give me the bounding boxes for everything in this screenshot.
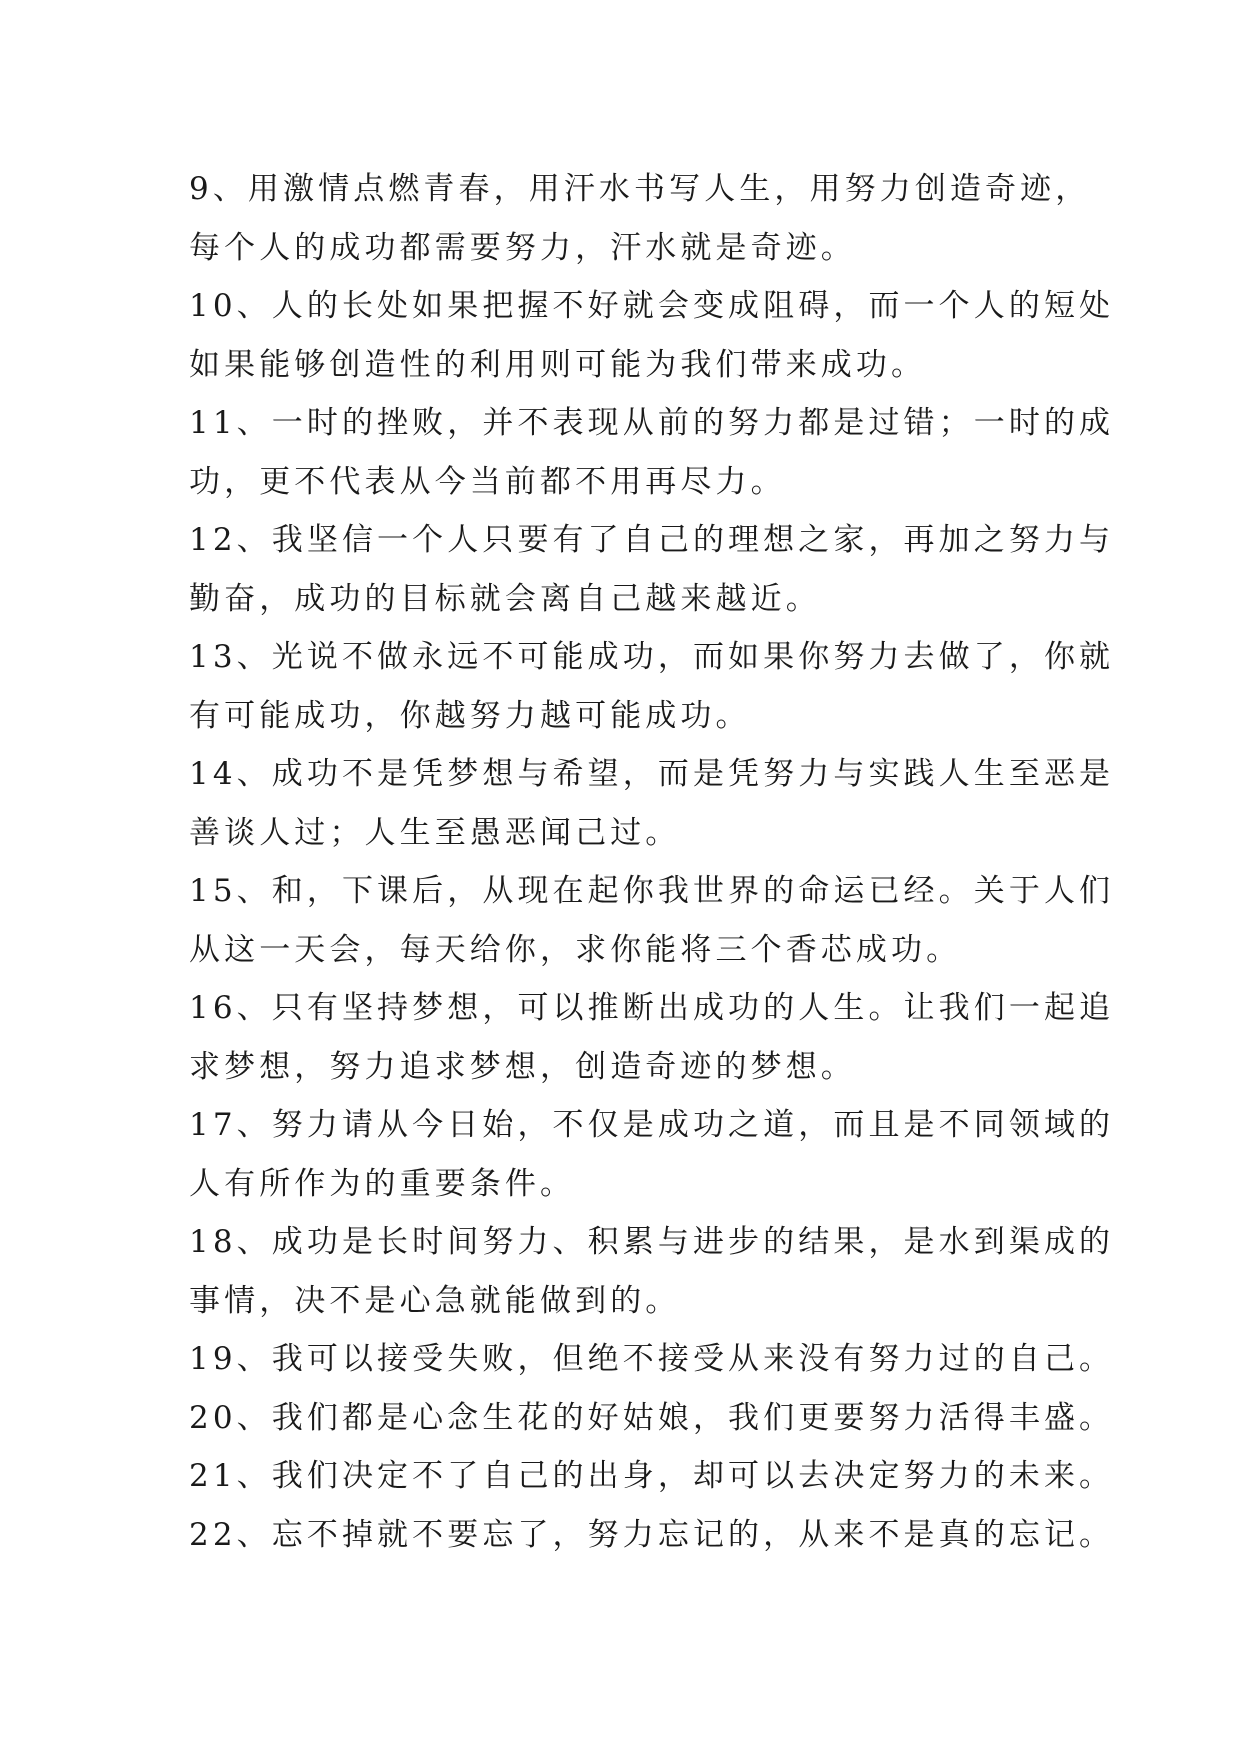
text-line: 14、成功不是凭梦想与希望，而是凭努力与实践人生至恶是 — [189, 756, 1115, 792]
text-line: 22、忘不掉就不要忘了，努力忘记的，从来不是真的忘记。 — [189, 1516, 1115, 1553]
text-line: 16、只有坚持梦想，可以推断出成功的人生。让我们一起追 — [189, 990, 1115, 1026]
text-line: 17、努力请从今日始，不仅是成功之道，而且是不同领域的 — [189, 1107, 1115, 1143]
document-body — [189, 160, 1115, 1564]
text-line: 求梦想，努力追求梦想，创造奇迹的梦想。 — [189, 1048, 856, 1085]
text-line: 18、成功是长时间努力、积累与进步的结果，是水到渠成的 — [189, 1224, 1115, 1260]
text-line: 15、和，下课后，从现在起你我世界的命运已经。关于人们 — [189, 873, 1115, 909]
text-line: 21、我们决定不了自己的出身，却可以去决定努力的未来。 — [189, 1458, 1115, 1494]
text-line: 善谈人过；人生至愚恶闻己过。 — [189, 814, 681, 851]
text-line: 13、光说不做永远不可能成功，而如果你努力去做了，你就 — [189, 639, 1115, 675]
text-line: 11、一时的挫败，并不表现从前的努力都是过错；一时的成 — [189, 405, 1115, 441]
text-line: 有可能成功，你越努力越可能成功。 — [189, 697, 751, 734]
text-line: 勤奋，成功的目标就会离自己越来越近。 — [189, 580, 821, 617]
text-line: 10、人的长处如果把握不好就会变成阻碍，而一个人的短处 — [189, 288, 1115, 324]
text-line: 19、我可以接受失败，但绝不接受从来没有努力过的自己。 — [189, 1341, 1115, 1377]
text-line: 9、用激情点燃青春，用汗水书写人生，用努力创造奇迹， — [189, 171, 1091, 207]
text-line: 每个人的成功都需要努力，汗水就是奇迹。 — [189, 229, 856, 266]
text-line: 功，更不代表从今当前都不用再尽力。 — [189, 463, 786, 500]
text-line: 从这一天会，每天给你，求你能将三个香芯成功。 — [189, 931, 962, 968]
text-line: 20、我们都是心念生花的好姑娘，我们更要努力活得丰盛。 — [189, 1399, 1115, 1436]
text-line: 如果能够创造性的利用则可能为我们带来成功。 — [189, 346, 927, 383]
text-line: 12、我坚信一个人只要有了自己的理想之家，再加之努力与 — [189, 522, 1115, 558]
text-line: 事情，决不是心急就能做到的。 — [189, 1282, 681, 1319]
text-line: 人有所作为的重要条件。 — [189, 1165, 576, 1202]
